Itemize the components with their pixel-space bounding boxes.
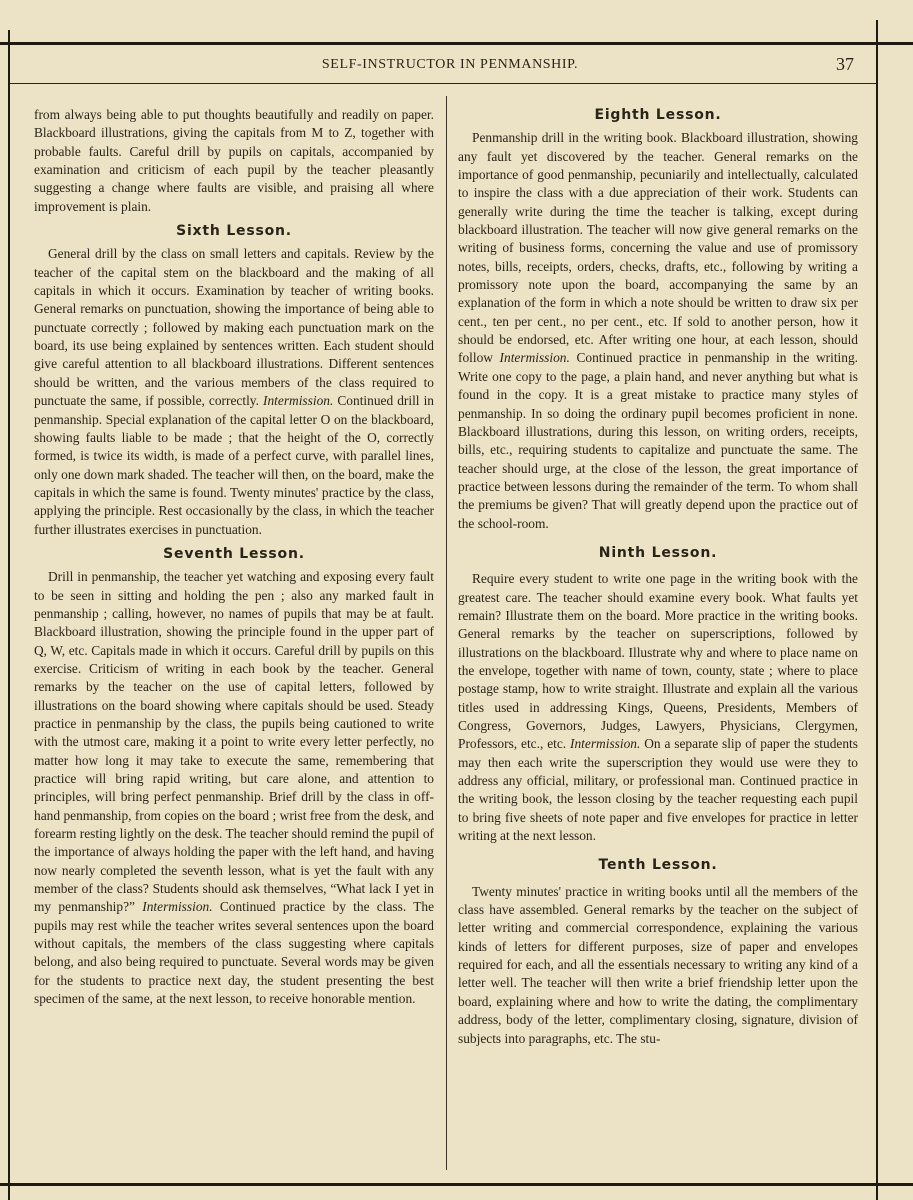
eighth-lesson-intermission: Intermission.	[499, 350, 570, 366]
tenth-lesson-heading: Tenth Lesson.	[598, 857, 718, 874]
sixth-lesson-paragraph	[34, 245, 434, 539]
ninth-lesson-paragraph	[458, 570, 858, 845]
right-column	[458, 106, 858, 1048]
eighth-lesson-text-b: Continued practice in penmanship in the writing. Write one copy to the page, a plain hand, and never anything but what is found in the copy. It is a great mistake to practice many styles of penmanship. In so doing the ordinary pupil becomes proficient in none. Blackboard illustrations, during this lesson, on writing orders, receipts, bills, etc., requiring students to capitalize and punctuate the same. The teacher should urge, at the close of the lesson, the great importance of practice between lessons during the remainder of the term. To whom shall the premiums be given? That will greatly depend upon the practice out of the school-room.	[458, 350, 858, 531]
page-frame-left-rule	[8, 30, 10, 1200]
sixth-lesson-text-a: General drill by the class on small letters and capitals. Review by the teacher of the capital stem on the blackboard and the making of all capitals in which it occurs. Examination by teacher of writing books. General remarks on punctuation, showing the importance of being able to punctuate correctly ; followed by making each punctuation mark on the board, its use being explained by sentences written. Each student should give careful attention to all blackboard illustrations. Different sentences should be written, and the various members of the class required to punctuate the same, if possible, correctly.	[34, 246, 434, 409]
ninth-lesson-text-a: Require every student to write one page in the writing book with the greatest care. The teacher should examine every book. What faults yet remain? Illustrate them on the board. More practice in the writing books. General remarks by the teacher on superscriptions, followed by illustrations on the blackboard. Illustrate why and where to place name on the envelope, together with name of town, county, state ; where to place postage stamp, how to write straight. Illustrate and explain all the various titles used in addressing Kings, Queens, Presidents, Members of Congress, Governors, Judges, Lawyers, Physicians, Clergymen, Professors, etc., etc.	[458, 571, 858, 752]
eighth-lesson-text-a: Penmanship drill in the writing book. Blackboard illustration, showing any fault yet discovered by the teacher. General remarks on the importance of good penmanship, pecuniarily and intellectually, calculated to inspire the class with a due appreciation of their work. Students can generally write during the time the teacher is talking, except during blackboard illustration. The teacher will now give general remarks on the writing of business forms, concerning the value and use of promissory notes, bills, receipts, orders, checks, drafts, etc., following by writing a promissory note upon the board, accompanying the same by an explanation of the form in which a note should be written to draw six per cent., ten per cent., no per cent., etc. If sold to another person, how it should be endorsed, etc. After writing one hour, at each lesson, should follow	[458, 130, 858, 366]
page-number: 37	[836, 54, 854, 74]
seventh-lesson-heading: Seventh Lesson.	[163, 545, 305, 562]
column-divider	[446, 96, 447, 1170]
left-column	[34, 106, 434, 1009]
running-head: SELF-INSTRUCTOR IN PENMANSHIP.	[321, 57, 579, 72]
eighth-lesson-heading: Eighth Lesson.	[594, 107, 722, 123]
ninth-lesson-intermission: Intermission.	[570, 736, 641, 752]
seventh-lesson-text-b: Continued practice by the class. The pupils may rest while the teacher writes several sentences upon the board without capitals, the members of the class suggesting where capitals belong, and also being required to punctuate. Several words may be given for the students to practice next day, the student presenting the best specimen of the same, at the next lesson, to receive honorable mention.	[34, 899, 435, 1007]
sixth-lesson-intermission: Intermission.	[263, 393, 334, 409]
page-frame-right-rule	[876, 20, 878, 1200]
intro-paragraph: from always being able to put thoughts beautifully and readily on paper. Blackboard illustrations, giving the capitals from M to Z, together with probable faults. Careful drill by pupils on capitals, accompanied by examination and criticism of each pupil by the teacher pleasantly suggesting a change where faults are visible, and praising all where improvement is plain.	[34, 107, 434, 214]
seventh-lesson-paragraph	[34, 568, 434, 1008]
sixth-lesson-heading: Sixth Lesson.	[176, 223, 292, 240]
page-frame-top-rule	[0, 42, 913, 45]
ninth-lesson-heading: Ninth Lesson.	[598, 544, 718, 561]
eighth-lesson-paragraph	[458, 129, 858, 533]
seventh-lesson-text-a: Drill in penmanship, the teacher yet watching and exposing every fault to be seen in sitting and holding the pen ; also any marked fault in penmanship ; calling, however, no names of pupils that may be at fault. Blackboard illustration, showing the principle found in the upper part of Q, W, etc. Capitals made in which it occurs. Careful drill by pupils on this exercise. Criticism of writing in each book by the teacher. General remarks by the teacher on the use of capital letters, followed by illustrations on the board showing where capitals should be used. Steady practice in penmanship by the class, the pupils being cautioned to write with the utmost care, making it a point to write every letter perfectly, no matter how long it may take to execute the same, remembering that practice will bring rapid writing, but care alone, and attention to principles, will bring perfect penmanship. Brief drill by the class in off-hand penmanship, from copies on the board ; wrist free from the desk, and forearm resting lightly on the desk. The teacher should remind the pupil of the importance of always holding the paper with the left hand, and having now nearly completed the seventh lesson, what is yet the fault with any member of the class? Students should ask themselves, “What lack I yet in my penmanship?”	[34, 569, 434, 915]
header-underline-rule	[10, 83, 876, 84]
sixth-lesson-text-b: Continued drill in penmanship. Special explanation of the capital letter O on the blackboard, showing faults liable to be made ; that the height of the O, correctly formed, is twice its width, is made of a perfect curve, with parallel lines, only one down mark shaded. The teacher will then, on the board, make the capitals in which the same is found. Twenty minutes' practice by the class, applying the principle. Rest occasionally by the class, in which the teacher further illustrates exercises in punctuation.	[34, 393, 434, 537]
ninth-lesson-text-b: On a separate slip of paper the students may then each write the superscription they would use were they to address any official, military, or professional man. Continued practice in the writing book, the lesson closing by the teacher requesting each pupil to bring five sheets of note paper and five envelopes for practice in letter writing at the next lesson.	[458, 736, 858, 844]
page-frame-bottom-rule	[0, 1183, 913, 1186]
seventh-lesson-intermission: Intermission.	[142, 899, 213, 915]
tenth-lesson-paragraph: Twenty minutes' practice in writing books until all the members of the class have assembled. General remarks by the teacher on the subject of letter writing and commercial correspondence, explaining the various kinds of letters for different purposes, size of paper and envelopes required for each, and all the essentials necessary to writing any kind of a letter well. The teacher will then write a brief friendship letter upon the board, explaining where and how to write the dating, the complimentary address, body of the letter, complimentary closing, signature, division of subjects into paragraphs, etc. The stu-	[458, 883, 858, 1046]
